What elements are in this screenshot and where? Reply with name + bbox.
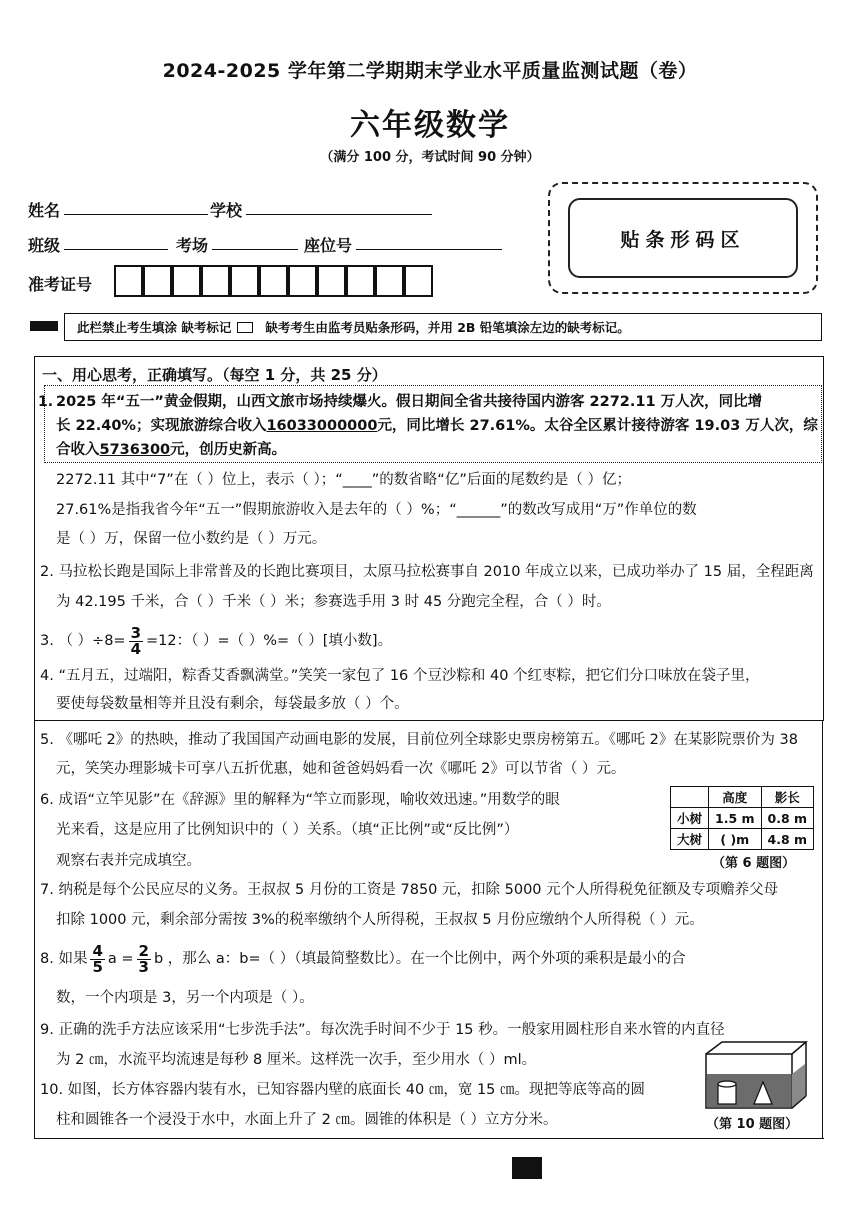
id-digit-box[interactable] [317, 265, 346, 297]
q6-table-corner [671, 787, 709, 808]
q3-fraction: $\frac{3}{4}$ [130, 623, 142, 658]
q3-line: 3. （ ）÷8= $\frac{3}{4}$ =12：（ ）=（ ）%=（ ）[填小数]。 [40, 623, 393, 658]
q6-line-3: 观察右表并完成填空。 [56, 853, 201, 869]
room-field[interactable] [212, 249, 298, 250]
q9-line-2: 为 2 ㎝，水流平均流速是每秒 8 厘米。这样洗一次手，至少用水（ ）ml。 [56, 1052, 537, 1068]
name-field[interactable] [64, 214, 208, 215]
q6-table-cell: 4.8 m [761, 829, 814, 850]
warning-text-1: 此栏禁止考生填涂 缺考标记 [77, 320, 232, 335]
q7-line-1: 7. 纳税是每个公民应尽的义务。王叔叔 5 月份的工资是 7850 元，扣除 5000 元个人所得税免征额及专项赡养父母 [40, 882, 779, 898]
q10-tank-figure [702, 1040, 810, 1110]
id-digit-box[interactable] [375, 265, 404, 297]
q1-passage-line-1: 2025 年“五一”黄金假期，山西文旅市场持续爆火。假日期间全省共接待国内游客 2272.11 万人次，同比增 [56, 394, 763, 410]
q9-line-1: 9. 正确的洗手方法应该采用“七步洗手法”。每次洗手时间不少于 15 秒。一般家用圆柱形自来水管的内直径 [40, 1022, 725, 1038]
q10-line-2: 柱和圆锥各一个浸没于水中，水面上升了 2 ㎝。圆锥的体积是（ ）立方分米。 [56, 1112, 558, 1128]
warning-box [64, 313, 822, 341]
q6-table [670, 786, 814, 850]
id-digit-box[interactable] [404, 265, 433, 297]
q6-table-header: 影长 [761, 787, 814, 808]
q6-line-1: 6. 成语“立竿见影”在《辞源》里的解释为“竿立而影现，喻收效迅速。”用数学的眼 [40, 792, 560, 808]
q6-table-cell: 小树 [671, 808, 709, 829]
frame-bottom-border [34, 1138, 824, 1139]
id-label: 准考证号 [28, 275, 93, 294]
frame-left-border [34, 720, 35, 1138]
q6-caption: （第 6 题图） [712, 856, 796, 871]
warning-text-2: 缺考考生由监考员贴条形码，并用 2B 铅笔填涂左边的缺考标记。 [265, 320, 630, 335]
class-field[interactable] [64, 249, 168, 250]
seat-label: 座位号 [304, 236, 353, 255]
exam-title: 2024-2025 学年第二学期期末学业水平质量监测试题（卷） [162, 60, 698, 82]
id-digit-box[interactable] [114, 265, 143, 297]
underlined-number: 5736300 [99, 442, 171, 458]
school-field[interactable] [246, 214, 432, 215]
q1-line-1: 2272.11 其中“7”在（ ）位上，表示（ ）；“____”的数省略“亿”后面的尾数约是（ ）亿； [56, 472, 631, 488]
q1-line-2: 27.61%是指我省今年“五一”假期旅游收入是去年的（ ）%；“______”的数改写成用“万”作单位的数 [56, 502, 697, 518]
section-heading: 一、用心思考，正确填写。（每空 1 分，共 25 分） [42, 366, 387, 384]
q5-line-2: 元，笑笑办理影城卡可享八五折优惠，她和爸爸妈妈看一次《哪吒 2》可以节省（ ）元。 [56, 761, 626, 777]
name-label: 姓名 [28, 201, 61, 220]
q10-caption: （第 10 题图） [706, 1117, 799, 1132]
q8-line-2: 数，一个内项是 3，另一个内项是（ ）。 [56, 990, 314, 1006]
barcode-area: 贴条形码区 [568, 198, 798, 278]
q1-passage-line-2: 长 22.40%；实现旅游综合收入16033000000元，同比增长 27.61%。太谷全区累计接待游客 19.03 万人次，综 [56, 418, 818, 434]
q1-number: 1. [38, 394, 54, 410]
q2-line-1: 2. 马拉松长跑是国际上非常普及的长跑比赛项目，太原马拉松赛事自 2010 年成立以来，已成功举办了 15 届，全程距离 [40, 564, 814, 580]
q4-line-1: 4. “五月五，过端阳，粽香艾香飘满堂。”笑笑一家包了 16 个豆沙粽和 40 个红枣粽，把它们分口味放在袋子里， [40, 668, 760, 684]
id-digit-box[interactable] [230, 265, 259, 297]
id-digit-box[interactable] [143, 265, 172, 297]
absence-mark-filled [30, 321, 58, 331]
subject-title: 六年级数学 [350, 108, 510, 143]
section-divider [34, 720, 824, 721]
id-digit-box[interactable] [288, 265, 317, 297]
q4-line-2: 要使每袋数量相等并且没有剩余，每袋最多放（ ）个。 [56, 696, 409, 712]
exam-note: （满分 100 分，考试时间 90 分钟） [320, 150, 540, 165]
q5-line-1: 5. 《哪吒 2》的热映，推动了我国国产动画电影的发展，目前位列全球影史票房榜第五。《哪吒 2》在某影院票价为 38 [40, 732, 798, 748]
seat-field[interactable] [356, 249, 502, 250]
id-digit-box[interactable] [201, 265, 230, 297]
id-digit-box[interactable] [346, 265, 375, 297]
q7-line-2: 扣除 1000 元，剩余部分需按 3%的税率缴纳个人所得税，王叔叔 5 月份应缴纳个人所得税（ ）元。 [56, 912, 704, 928]
q2-line-2: 为 42.195 千米，合（ ）千米（ ）米；参赛选手用 3 时 45 分跑完全程，合（ ）时。 [56, 594, 611, 610]
q8-fraction-1: $\frac{4}{5}$ [92, 941, 103, 976]
class-label: 班级 [28, 236, 61, 255]
underlined-number: 16033000000 [266, 418, 378, 434]
q6-table-header: 高度 [709, 787, 762, 808]
q10-line-1: 10. 如图，长方体容器内装有水，已知容器内壁的底面长 40 ㎝，宽 15 ㎝。现把等底等高的圆 [40, 1082, 646, 1098]
q1-line-3: 是（ ）万，保留一位小数约是（ ）万元。 [56, 531, 327, 547]
q8-fraction-2: $\frac{2}{3}$ [138, 941, 149, 976]
page-number-block [512, 1157, 542, 1179]
absence-checkbox[interactable] [237, 322, 253, 333]
q6-table-cell: 1.5 m [709, 808, 762, 829]
q6-line-2: 光来看，这是应用了比例知识中的（ ）关系。（填“正比例”或“反比例”） [56, 822, 519, 838]
q6-table-cell: 0.8 m [761, 808, 814, 829]
q6-table-cell: 大树 [671, 829, 709, 850]
id-digit-box[interactable] [259, 265, 288, 297]
school-label: 学校 [210, 201, 243, 220]
frame-right-border [822, 720, 823, 1138]
q8-line-1: 8. 如果 $\frac{4}{5}$ a = $\frac{2}{3}$ b ，那么 a：b=（ ）（填最简整数比）。在一个比例中，两个外项的乘积是最小的合 [40, 941, 686, 976]
room-label: 考场 [176, 236, 209, 255]
q6-table-cell: ( )m [709, 829, 762, 850]
id-digit-box[interactable] [172, 265, 201, 297]
q1-passage-line-3: 合收入5736300元，创历史新高。 [56, 442, 287, 458]
